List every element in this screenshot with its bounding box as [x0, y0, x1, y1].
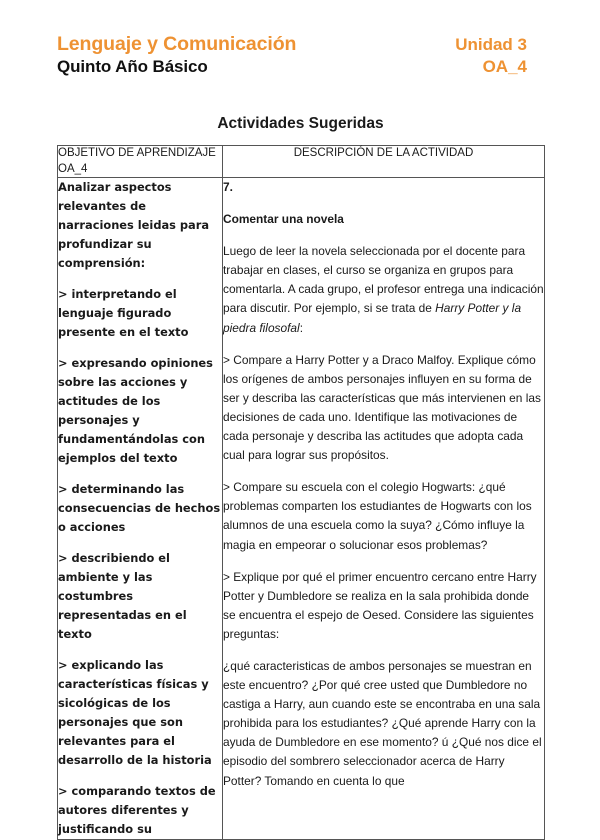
objective-bullet: > interpretando el lenguaje figurado presente en el texto [58, 287, 189, 339]
objective-bullet: > determinando las consecuencias de hechos o acciones [58, 482, 221, 534]
subject-title: Lenguaje y Comunicación [57, 33, 297, 55]
activity-number: 7. [223, 180, 233, 194]
column-header-objective: OBJETIVO DE APRENDIZAJE OA_4 [58, 146, 223, 178]
objective-bullet: > describiendo el ambiente y las costumbres representadas en el texto [58, 551, 187, 641]
oa-code-label: OA_4 [482, 57, 527, 76]
unit-label: Unidad 3 [455, 35, 527, 54]
table-row [58, 178, 545, 840]
table-header-row [58, 146, 545, 178]
activities-table [57, 145, 545, 840]
objective-cell [58, 178, 223, 840]
section-title: Actividades Sugeridas [217, 115, 384, 132]
grade-title: Quinto Año Básico [57, 57, 208, 76]
header-left-block [57, 33, 296, 78]
intro-text-part2: : [299, 320, 303, 335]
book-title: Harry Potter y la piedra filosofal [223, 301, 522, 335]
objective-bullet: > comparando textos de autores diferentes y justificando su [58, 784, 216, 836]
objective-bullet: > expresando opiniones sobre las acciones y actitudes de los personajes y fundamentándolas con ejemplos del texto [58, 356, 213, 465]
objective-bullet: > explicando las características físicas y sicológicas de los personajes que son relevantes para el desarrollo de la historia [58, 658, 212, 767]
activity-paragraph: > Compare su escuela con el colegio Hogwarts: ¿qué problemas comparten los estudiantes de Hogwarts con los alumnos de una escuela como la suya? ¿Cómo influye la magia en empeorar o solucionar esos problemas? [223, 480, 532, 552]
description-cell [223, 178, 545, 840]
activity-paragraph: ¿qué caracteristicas de ambos personajes se muestran en este encuentro? ¿Por qué cree usted que Dumbledore no castiga a Harry, aun cuando este se encontraba en una sala prohibida para los estudiantes? ¿Qué aprende Harry con la ayuda de Dumbledore en ese momento? ú ¿Qué nos dice el episodio del sombrero seleccionador acerca de Harry Potter? Tomando en cuenta lo que [223, 658, 542, 788]
header-right-block [455, 33, 527, 78]
activity-paragraph: > Compare a Harry Potter y a Draco Malfoy. Explique cómo los orígenes de ambos personajes influyen en su forma de ser y describa las características que más intervienen en las decisiones de cada uno. Identifique las motivaciones de cada personaje y describa las actitudes que adopta cada cual para lograr sus propósitos. [223, 352, 541, 463]
activity-subtitle: Comentar una novela [223, 212, 344, 227]
column-header-description: DESCRIPCIÓN DE LA ACTIVIDAD [223, 146, 545, 178]
document-header [57, 33, 527, 83]
intro-text-part1: Luego de leer la novela seleccionada por el docente para trabajar en clases, el curso se organiza en grupos para comentarla. A cada grupo, el profesor entrega una indicación para discutir. Por ejemplo, si se trata de [223, 244, 544, 316]
table-header-row-group [58, 146, 545, 178]
table-body [58, 178, 545, 840]
activity-paragraph: > Explique por qué el primer encuentro cercano entre Harry Potter y Dumbledore se realiza en la sala prohibida donde se encuentra el espejo de Oesed. Considere las siguientes preguntas: [223, 569, 537, 641]
objective-intro: Analizar aspectos relevantes de narraciones leidas para profundizar su comprensión: [58, 180, 210, 270]
activity-intro-paragraph [223, 242, 544, 337]
